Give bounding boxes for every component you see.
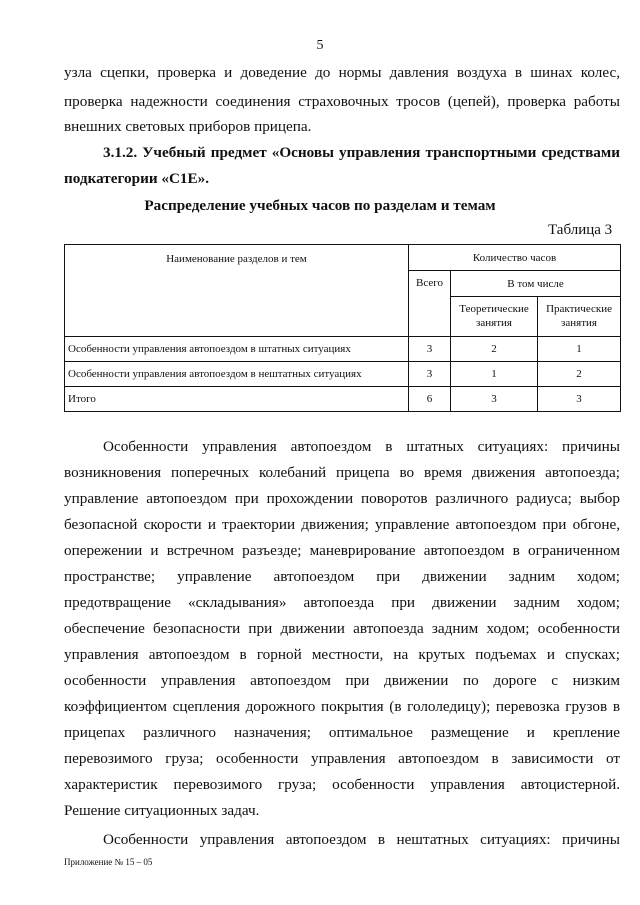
header-theory-line1: Теоретические <box>459 303 529 316</box>
table-title: Распределение учебных часов по разделам и темам <box>144 197 496 214</box>
intro-line: внешних световых приборов прицепа. <box>64 118 312 135</box>
footer-note: Приложение № 15 – 05 <box>64 857 153 867</box>
header-practice-line1: Практические <box>546 303 612 316</box>
body-line: Особенности управления автопоездом в штатных ситуациях: причины <box>103 438 620 455</box>
header-name: Наименование разделов и тем <box>65 245 409 337</box>
row-name: Особенности управления автопоездом в штатных ситуациях <box>65 337 409 362</box>
row-total: 3 <box>409 337 451 362</box>
row-practice: 1 <box>538 337 621 362</box>
body-line: пространстве; управление автопоездом при движении задним ходом; <box>64 568 620 585</box>
body-line: Особенности управления автопоездом в нештатных ситуациях: причины <box>103 831 620 848</box>
header-practice <box>538 297 621 337</box>
row-name: Особенности управления автопоездом в нештатных ситуациях <box>65 362 409 387</box>
body-line: характеристик перевозимого груза; особенности управления автоцистерной. <box>64 776 620 793</box>
body-line: предотвращение «складывания» автопоезда при движении задним ходом; <box>64 594 620 611</box>
body-line: опережении и встречном разъезде; маневрирование автопоездом в ограниченном <box>64 542 620 559</box>
header-total: Всего <box>409 271 451 337</box>
table-row-total <box>65 387 621 412</box>
row-practice: 3 <box>538 387 621 412</box>
body-line: коэффициентом сцепления дорожного покрытия (в гололедицу); перевозка грузов в <box>64 698 620 715</box>
body-line: возникновения поперечных колебаний прицепа во время движения автопоезда; <box>64 464 620 481</box>
header-practice-line2: занятия <box>561 316 597 329</box>
hours-table <box>64 244 621 412</box>
row-practice: 2 <box>538 362 621 387</box>
body-line: управление автопоездом при прохождении поворотов различного радиуса; выбор <box>64 490 620 507</box>
row-total: 3 <box>409 362 451 387</box>
body-line: управления автопоездом в горной местности, на крутых подъемах и спусках; <box>64 646 620 663</box>
table-row <box>65 337 621 362</box>
intro-line: узла сцепки, проверка и доведение до нормы давления воздуха в шинах колес, <box>64 64 620 81</box>
row-theory: 2 <box>451 337 538 362</box>
page-number: 5 <box>316 38 324 53</box>
body-line: особенности управления автопоездом при движении по дороге с низким <box>64 672 620 689</box>
table-label: Таблица 3 <box>548 222 613 238</box>
header-theory-line2: занятия <box>476 316 512 329</box>
body-line: прицепах различного назначения; оптимальное размещение и крепление <box>64 724 620 741</box>
header-theory <box>451 297 538 337</box>
section-heading-line1: 3.1.2. Учебный предмет «Основы управления транспортными средствами <box>103 144 620 161</box>
row-theory: 3 <box>451 387 538 412</box>
body-line: обеспечение безопасности при движении автопоезда задним ходом; особенности <box>64 620 620 637</box>
intro-line: проверка надежности соединения страховочных тросов (цепей), проверка работы <box>64 93 620 110</box>
row-name: Итого <box>65 387 409 412</box>
body-line: перевозимого груза; особенности управления автопоездом в зависимости от <box>64 750 620 767</box>
row-theory: 1 <box>451 362 538 387</box>
body-line: Решение ситуационных задач. <box>64 802 260 819</box>
section-heading-line2: подкатегории «С1Е». <box>64 170 210 187</box>
header-including: В том числе <box>451 271 621 297</box>
body-line: безопасной скорости и траектории движения; управление автопоездом при обгоне, <box>64 516 620 533</box>
row-total: 6 <box>409 387 451 412</box>
header-quantity: Количество часов <box>409 245 621 271</box>
table-row <box>65 362 621 387</box>
